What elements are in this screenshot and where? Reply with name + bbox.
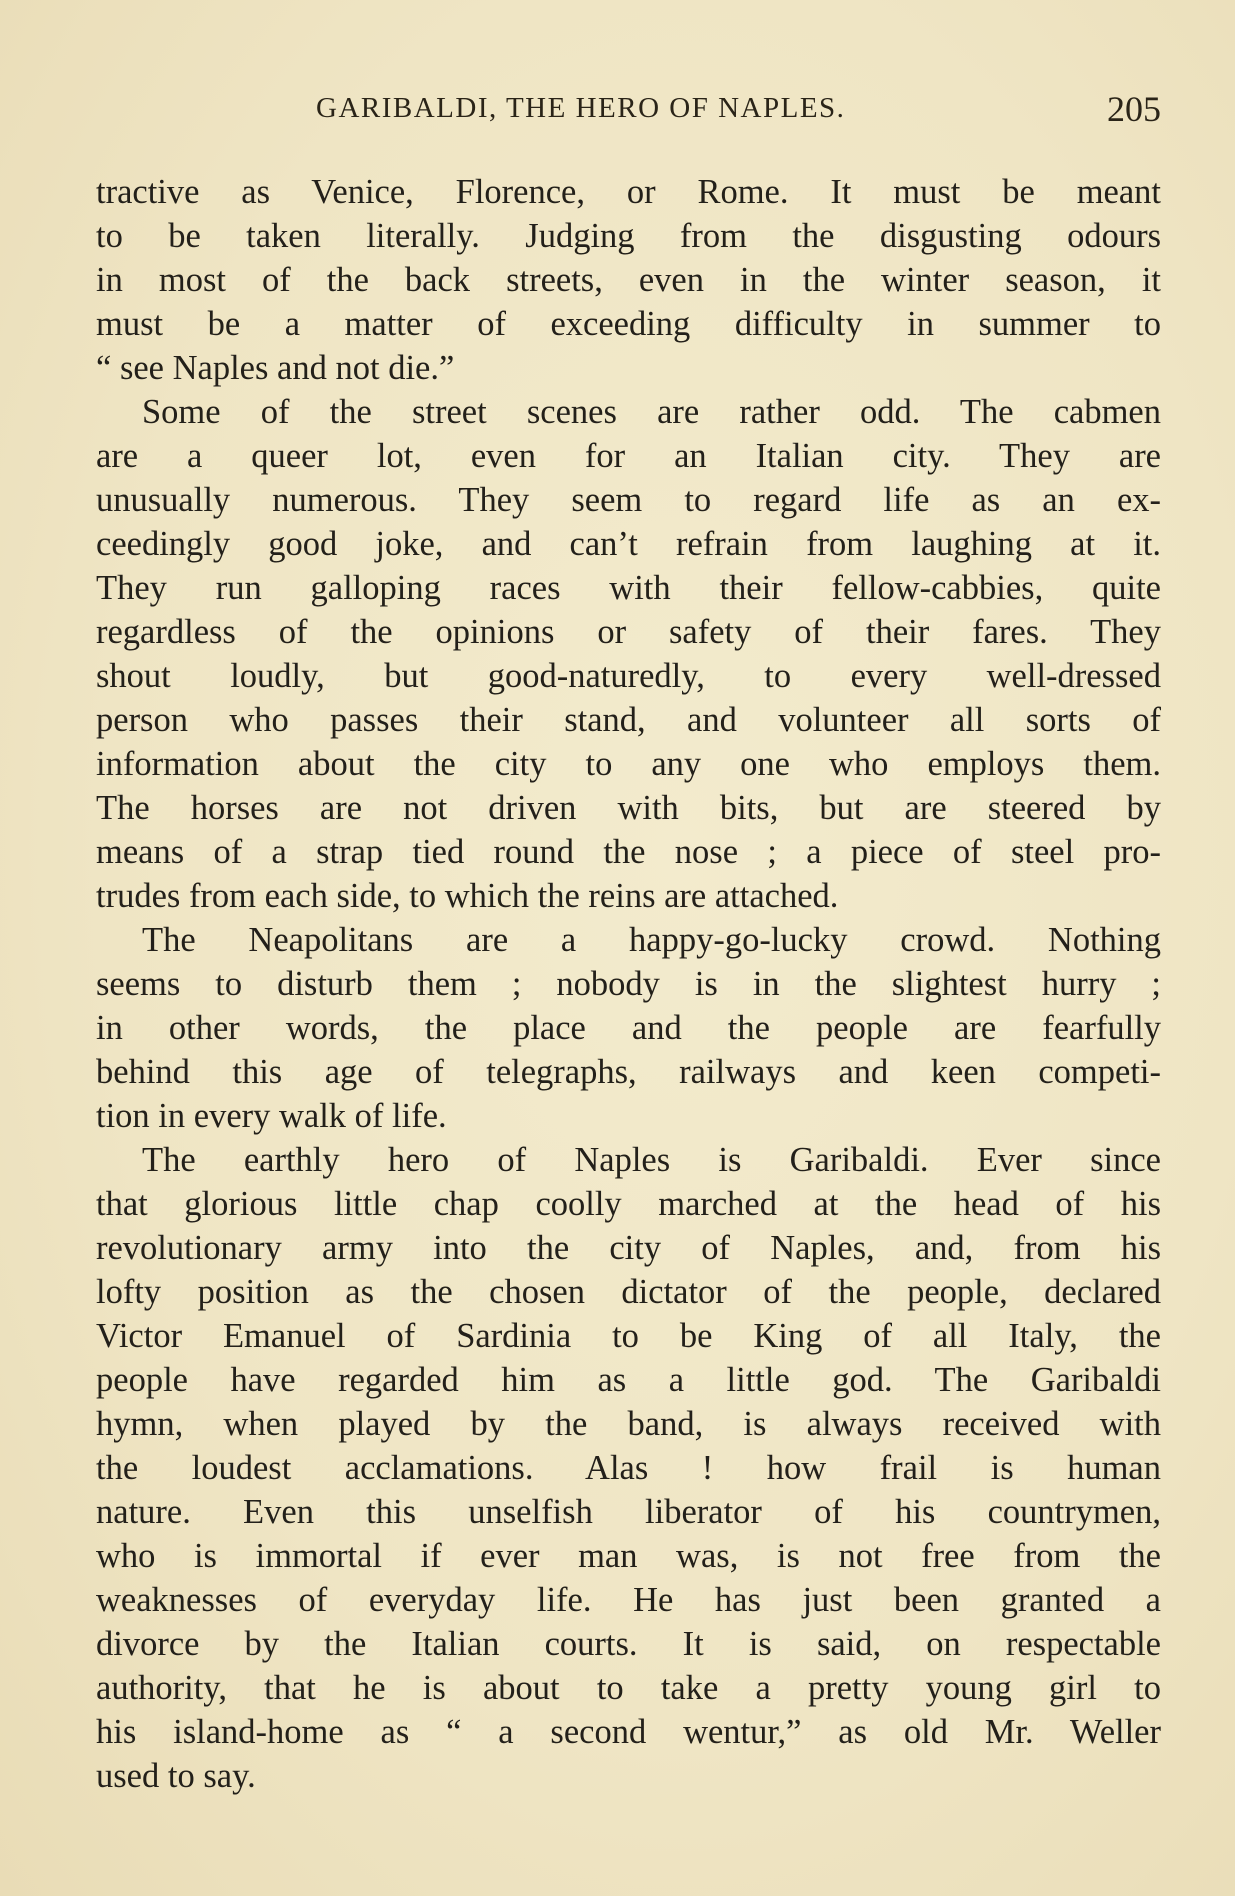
text-line: Some of the street scenes are rather odd. The cabmen [142,393,1161,431]
text-line: tion in every walk of life. [96,1097,447,1135]
text-line: to be taken literally. Judging from the disgusting odours [96,217,1161,255]
text-line: information about the city to any one who employs them. [96,745,1161,783]
text-line: The Neapolitans are a happy-go-lucky crowd. Nothing [142,921,1161,959]
text-line: tractive as Venice, Florence, or Rome. It must be meant [96,173,1161,211]
text-line: The horses are not driven with bits, but are steered by [96,789,1161,827]
text-line: person who passes their stand, and volunteer all sorts of [96,701,1161,739]
text-line: used to say. [96,1757,256,1795]
text-line: Victor Emanuel of Sardinia to be King of all Italy, the [96,1317,1161,1355]
text-line: regardless of the opinions or safety of their fares. They [96,613,1161,651]
text-line: divorce by the Italian courts. It is said, on respectable [96,1625,1161,1663]
text-line: shout loudly, but good-naturedly, to every well-dressed [96,657,1161,695]
text-line: They run galloping races with their fellow-cabbies, quite [96,569,1161,607]
running-head [96,89,1161,132]
text-line: weaknesses of everyday life. He has just been granted a [96,1581,1161,1619]
text-line: authority, that he is about to take a pretty young girl to [96,1669,1161,1707]
running-title: GARIBALDI, THE HERO OF NAPLES. [316,92,846,124]
page-number: 205 [1107,89,1161,129]
text-line: behind this age of telegraphs, railways and keen competi- [96,1053,1161,1091]
text-line: lofty position as the chosen dictator of the people, declared [96,1273,1161,1311]
text-line: who is immortal if ever man was, is not free from the [96,1537,1161,1575]
text-line: The earthly hero of Naples is Garibaldi. Ever since [142,1141,1161,1179]
text-line: people have regarded him as a little god. The Garibaldi [96,1361,1161,1399]
text-line: “ see Naples and not die.” [96,349,455,387]
text-line: trudes from each side, to which the reins are attached. [96,877,839,915]
text-line: hymn, when played by the band, is always received with [96,1405,1161,1443]
text-line: ceedingly good joke, and can’t refrain from laughing at it. [96,525,1161,563]
body-text [96,170,1161,1798]
text-line: in other words, the place and the people are fearfully [96,1009,1161,1047]
text-line: are a queer lot, even for an Italian city. They are [96,437,1161,475]
text-line: revolutionary army into the city of Naples, and, from his [96,1229,1161,1267]
text-line: in most of the back streets, even in the winter season, it [96,261,1161,299]
text-line: seems to disturb them ; nobody is in the slightest hurry ; [96,965,1161,1003]
text-line: unusually numerous. They seem to regard life as an ex- [96,481,1161,519]
text-line: nature. Even this unselfish liberator of his countrymen, [96,1493,1161,1531]
text-line: must be a matter of exceeding difficulty in summer to [96,305,1161,343]
text-line: his island-home as “ a second wentur,” as old Mr. Weller [96,1713,1161,1751]
text-line: that glorious little chap coolly marched at the head of his [96,1185,1161,1223]
text-line: the loudest acclamations. Alas ! how frail is human [96,1449,1161,1487]
text-line: means of a strap tied round the nose ; a piece of steel pro- [96,833,1161,871]
